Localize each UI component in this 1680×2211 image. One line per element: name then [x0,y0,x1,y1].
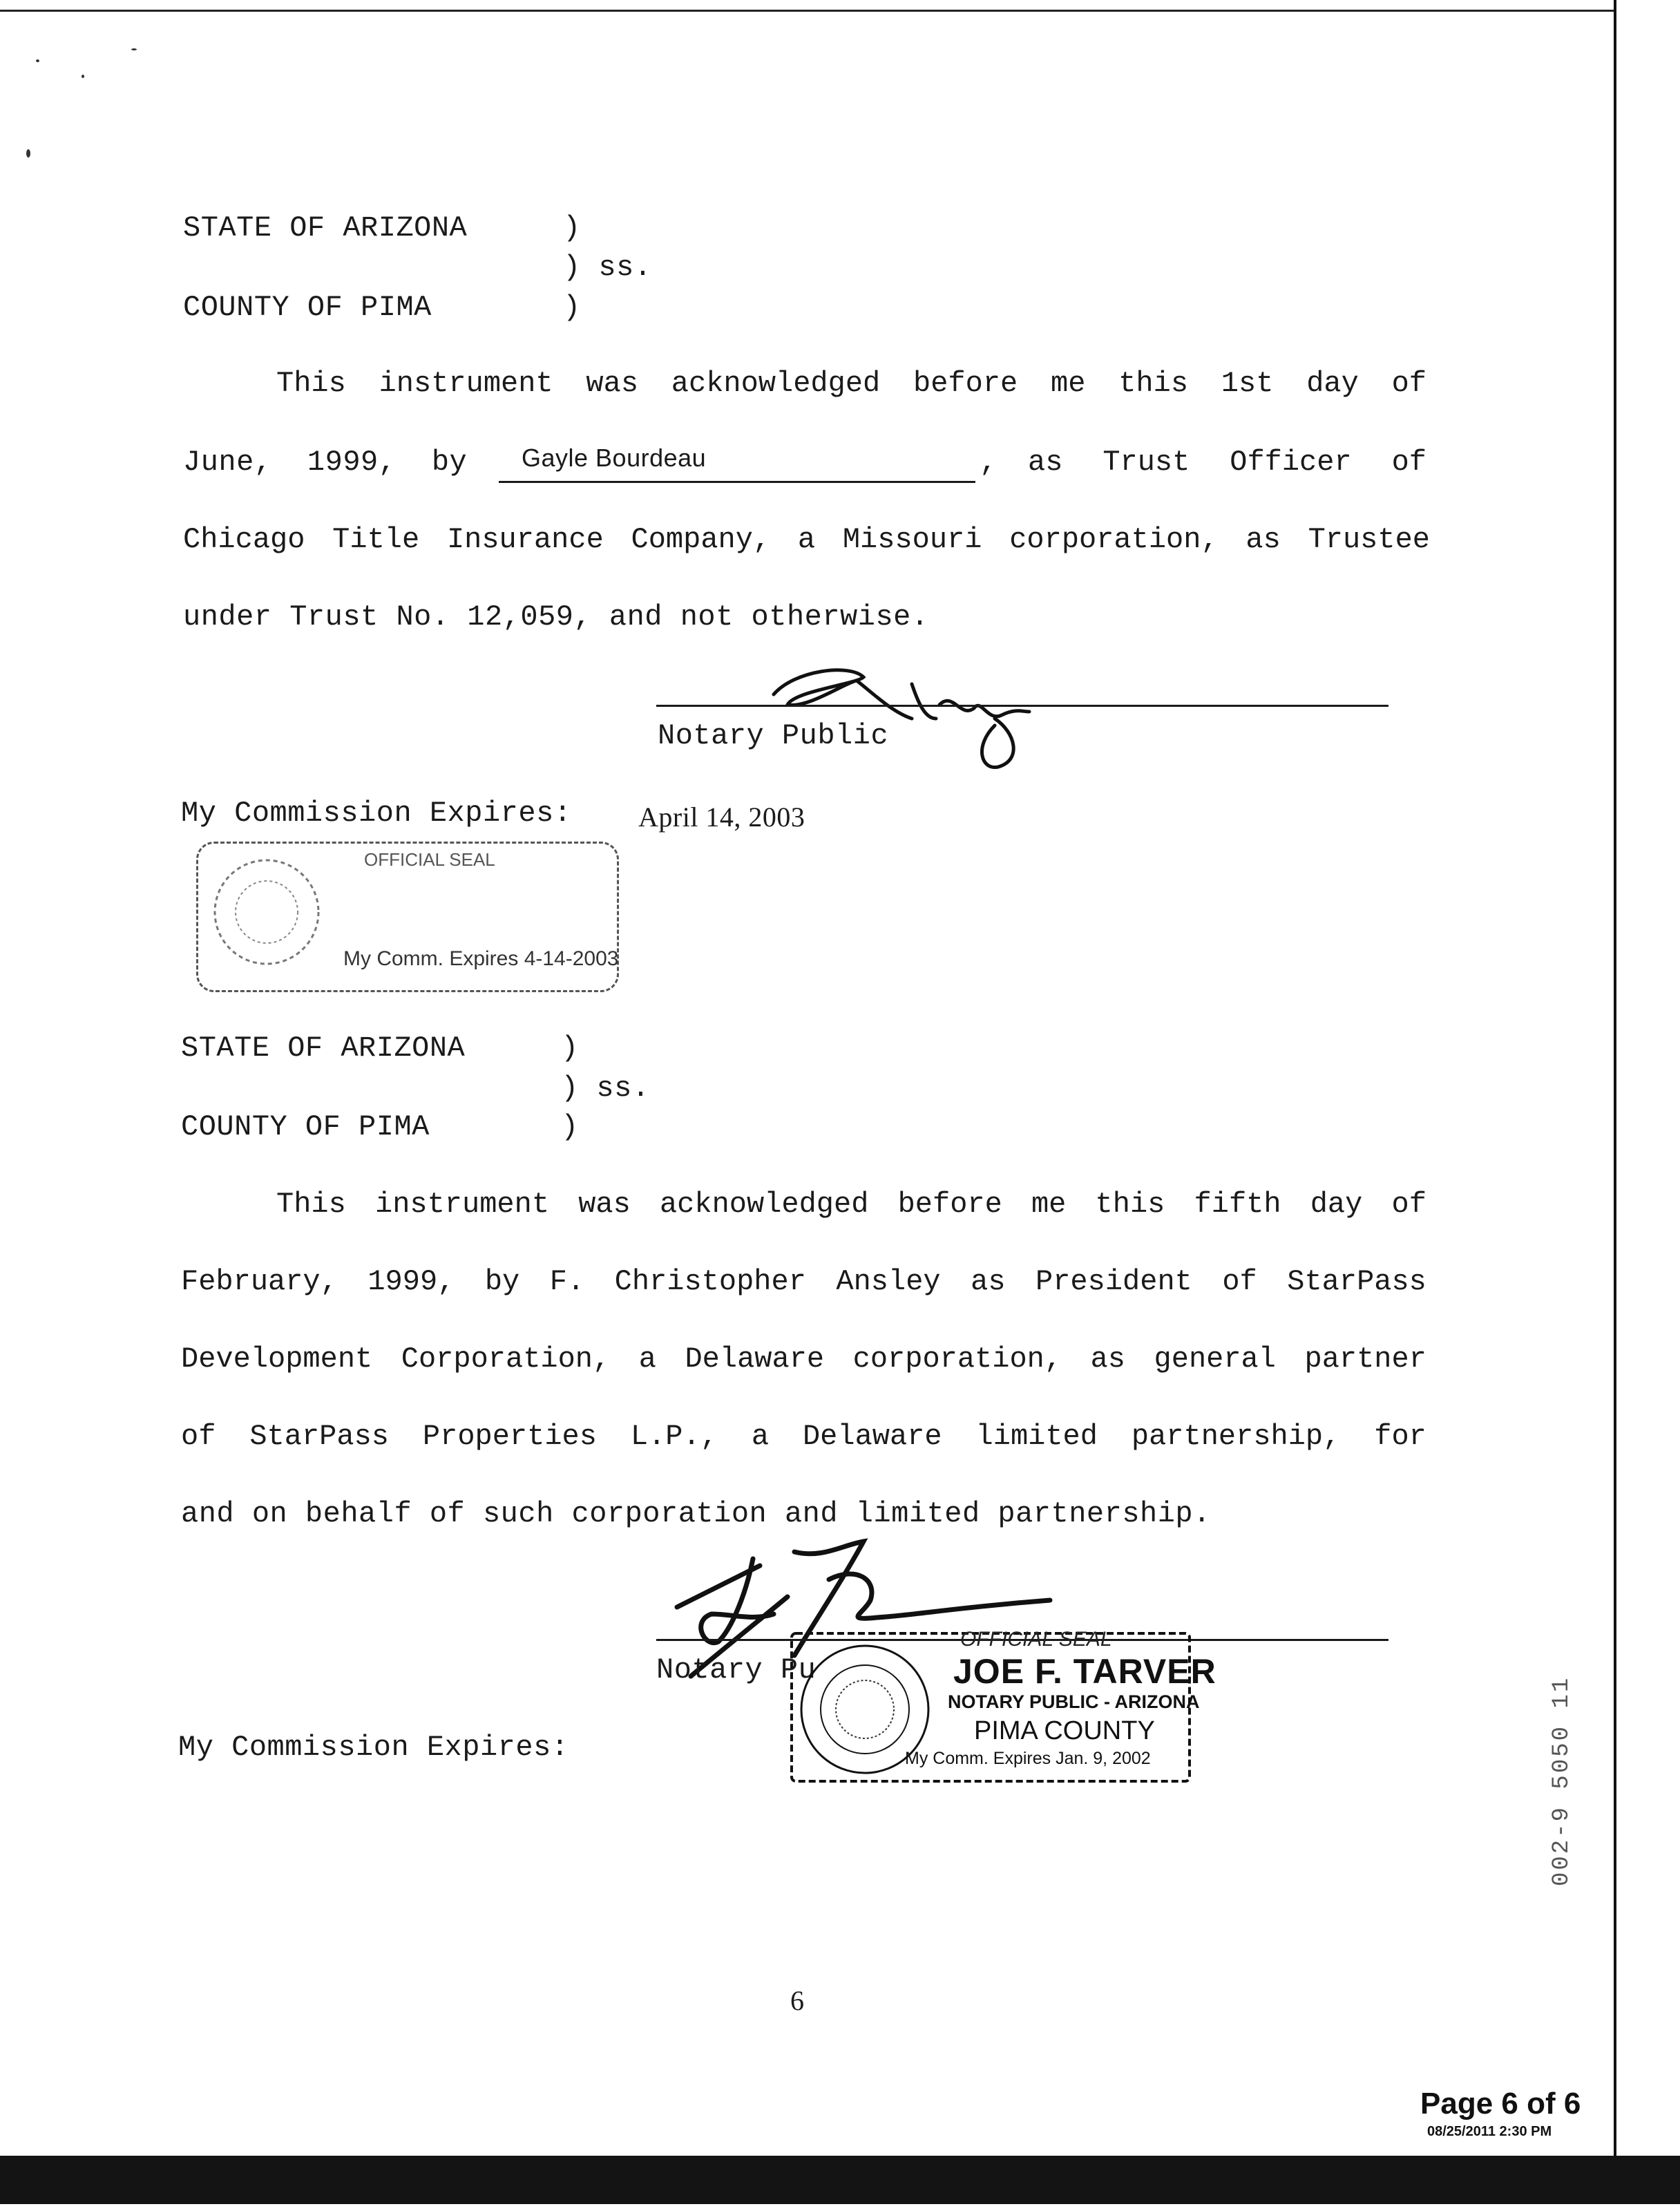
name-underline [499,481,975,483]
page-number: 6 [790,1985,804,2016]
ack2-line-2: February, 1999, by F. Christopher Ansley as President of StarPass [181,1265,1426,1298]
ack-line-3: Chicago Title Insurance Company, a Missouri corporation, as Trustee [183,523,1430,556]
state-label-1: STATE OF ARIZONA [183,211,468,245]
ss-label-1: ) ss. [563,251,652,284]
ack2-line-5: and on behalf of such corporation and limited partnership. [181,1497,1211,1530]
seal-notary-name: JOE F. TARVER [953,1652,1216,1691]
ss-label-2: ) ss. [561,1072,650,1105]
scan-speck [82,75,84,78]
notary-public-label-2: Notary Pu [656,1653,817,1687]
notary-signature-1 [753,643,1071,774]
stamp-seal-icon [208,853,325,971]
scan-speck [26,149,30,158]
paren-2a: ) [561,1032,579,1065]
ack2-line-1: This instrument was acknowledged before me this fifth day of [276,1188,1426,1221]
stamp-1-expiry: My Comm. Expires 4-14-2003 [343,947,619,970]
print-timestamp: 08/25/2011 2:30 PM [1427,2124,1552,2139]
seal-notary-state: NOTARY PUBLIC - ARIZONA [948,1691,1200,1712]
footer-bar [0,2156,1680,2204]
seal-county: PIMA COUNTY [974,1716,1155,1745]
ack-line-2-prefix: June, 1999, by [183,446,468,479]
commission-date-1: April 14, 2003 [638,801,805,833]
ack-line-4: under Trust No. 12,059, and not otherwise. [183,600,929,634]
paren-2b: ) [561,1110,579,1144]
side-document-number: 002-9 5050 11 [1549,1676,1575,1886]
official-notary-seal [788,1628,1216,1787]
ack2-line-4: of StarPass Properties L.P., a Delaware limited partnership, for [181,1420,1426,1453]
ack2-line-3: Development Corporation, a Delaware corporation, as general partner [181,1342,1426,1376]
county-label-2: COUNTY OF PIMA [181,1110,430,1144]
ack-line-1: This instrument was acknowledged before me this 1st day of [276,367,1426,400]
paren-1a: ) [563,211,581,245]
scan-speck [36,59,39,62]
stamp-1-title: OFFICIAL SEAL [364,849,495,870]
comma: , [980,446,998,479]
page-top-border [0,10,1616,12]
commission-label-1: My Commission Expires: [181,797,572,830]
county-label-1: COUNTY OF PIMA [183,291,432,324]
seal-title: OFFICIAL SEAL [960,1628,1112,1651]
commission-label-2: My Commission Expires: [178,1731,569,1764]
ack-line-2-suffix: as Trust Officer of [1028,446,1426,479]
paren-1b: ) [563,291,581,324]
trust-officer-name: Gayle Bourdeau [522,444,707,472]
state-label-2: STATE OF ARIZONA [181,1032,466,1065]
seal-expiration: My Comm. Expires Jan. 9, 2002 [905,1749,1151,1768]
notary-public-label-1: Notary Public [658,719,889,752]
page-of-label: Page 6 of 6 [1420,2087,1581,2120]
signature-line-1 [656,705,1388,707]
page-right-border [1614,0,1616,2156]
notary-stamp-1 [196,842,619,992]
scan-speck [131,48,137,50]
